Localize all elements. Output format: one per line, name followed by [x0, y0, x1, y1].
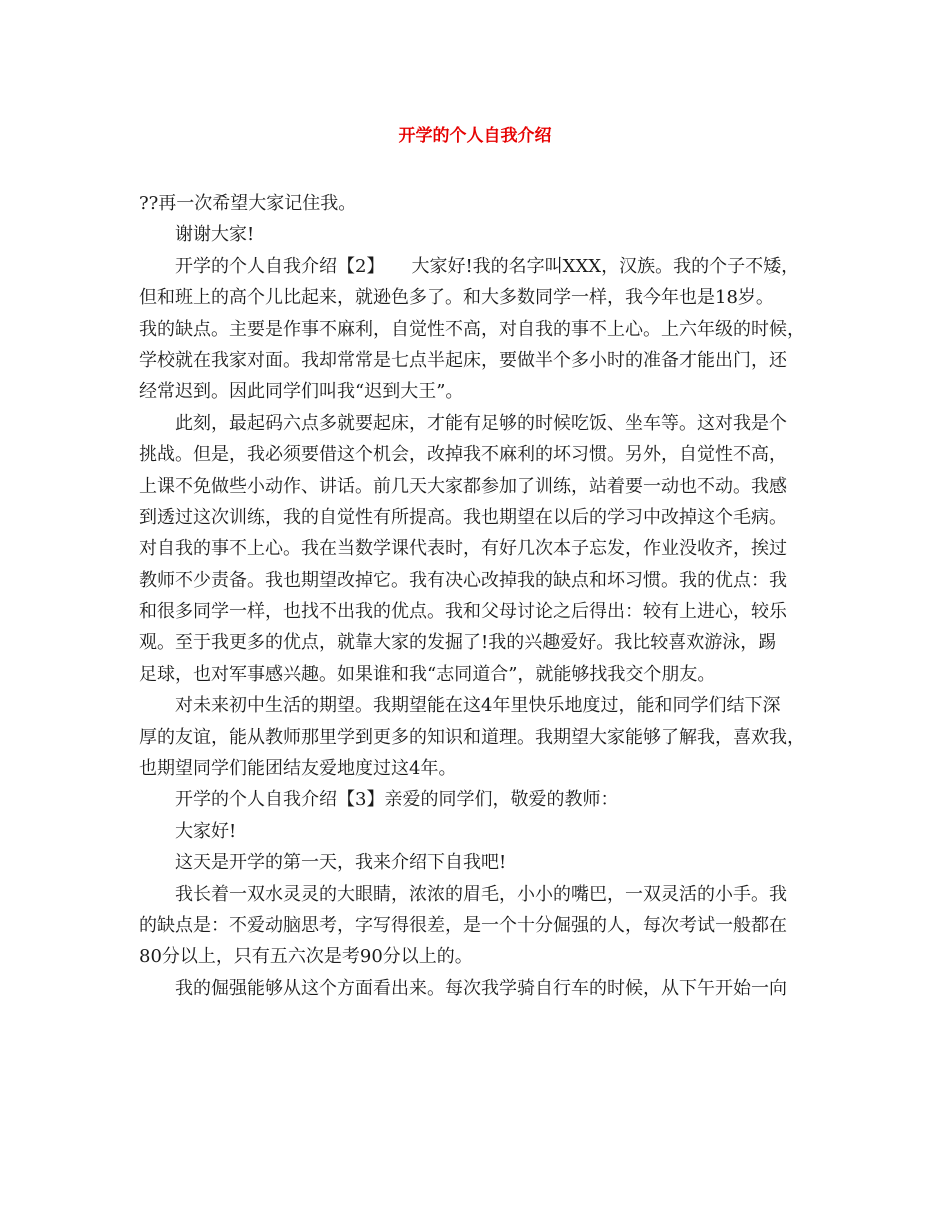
- text-line: 挑战。但是，我必须要借这个机会，改掉我不麻利的坏习惯。另外，自觉性不高，: [139, 444, 787, 466]
- text-line: 我的缺点。主要是作事不麻利，自觉性不高，对自我的事不上心。上六年级的时候，: [139, 318, 805, 340]
- text-line: 此刻，最起码六点多就要起床，才能有足够的时候吃饭、坐车等。这对我是个: [175, 412, 787, 434]
- text-line: 这天是开学的第一天，我来介绍下自我吧!: [175, 852, 507, 874]
- text-line: 到透过这次训练，我的自觉性有所提高。我也期望在以后的学习中改掉这个毛病。: [139, 506, 787, 528]
- text-line: 上课不免做些小动作、讲话。前几天大家都参加了训练，站着要一动也不动。我感: [139, 475, 787, 497]
- text-line: 开学的个人自我介绍【2】 大家好!我的名字叫XXX，汉族。我的个子不矮，: [175, 255, 800, 277]
- text-line: 厚的友谊，能从教师那里学到更多的知识和道理。我期望大家能够了解我，喜欢我，: [139, 726, 805, 748]
- text-line: 但和班上的高个儿比起来，就逊色多了。和大多数同学一样，我今年也是18岁。: [139, 287, 774, 309]
- text-line: 我长着一双水灵灵的大眼睛，浓浓的眉毛，小小的嘴巴，一双灵活的小手。我: [175, 883, 787, 905]
- text-line: 对未来初中生活的期望。我期望能在这4年里快乐地度过，能和同学们结下深: [175, 695, 781, 717]
- text-line: 开学的个人自我介绍【3】亲爱的同学们，敬爱的教师：: [175, 789, 619, 811]
- text-line: ??再一次希望大家记住我。: [139, 193, 357, 214]
- text-line: 我的倔强能够从这个方面看出来。每次我学骑自行车的时候，从下午开始一向: [175, 977, 787, 999]
- text-line: 大家好!: [175, 820, 237, 842]
- text-line: 谢谢大家!: [175, 224, 255, 246]
- text-line: 观。至于我更多的优点，就靠大家的发掘了!我的兴趣爱好。我比较喜欢游泳，踢: [139, 632, 777, 654]
- text-line: 学校就在我家对面。我却常常是七点半起床，要做半个多小时的准备才能出门，还: [139, 349, 787, 371]
- document-body: [139, 188, 819, 1004]
- text-line: 也期望同学们能团结友爱地度过这4年。: [139, 758, 457, 780]
- text-line: 和很多同学一样，也找不出我的优点。我和父母讨论之后得出：较有上进心，较乐: [139, 601, 787, 623]
- text-line: 足球，也对军事感兴趣。如果谁和我“志同道合”，就能够找我交个朋友。: [139, 663, 716, 685]
- text-line: 80分以上，只有五六次是考90分以上的。: [139, 946, 473, 968]
- text-line: 的缺点是：不爱动脑思考，字写得很差，是一个十分倔强的人，每次考试一般都在: [139, 914, 787, 936]
- text-line: 教师不少责备。我也期望改掉它。我有决心改掉我的缺点和坏习惯。我的优点：我: [139, 569, 787, 591]
- text-line: 经常迟到。因此同学们叫我“迟到大王”。: [139, 381, 464, 403]
- document-title: 开学的个人自我介绍: [398, 126, 552, 146]
- text-line: 对自我的事不上心。我在当数学课代表时，有好几次本子忘发，作业没收齐，挨过: [139, 538, 787, 560]
